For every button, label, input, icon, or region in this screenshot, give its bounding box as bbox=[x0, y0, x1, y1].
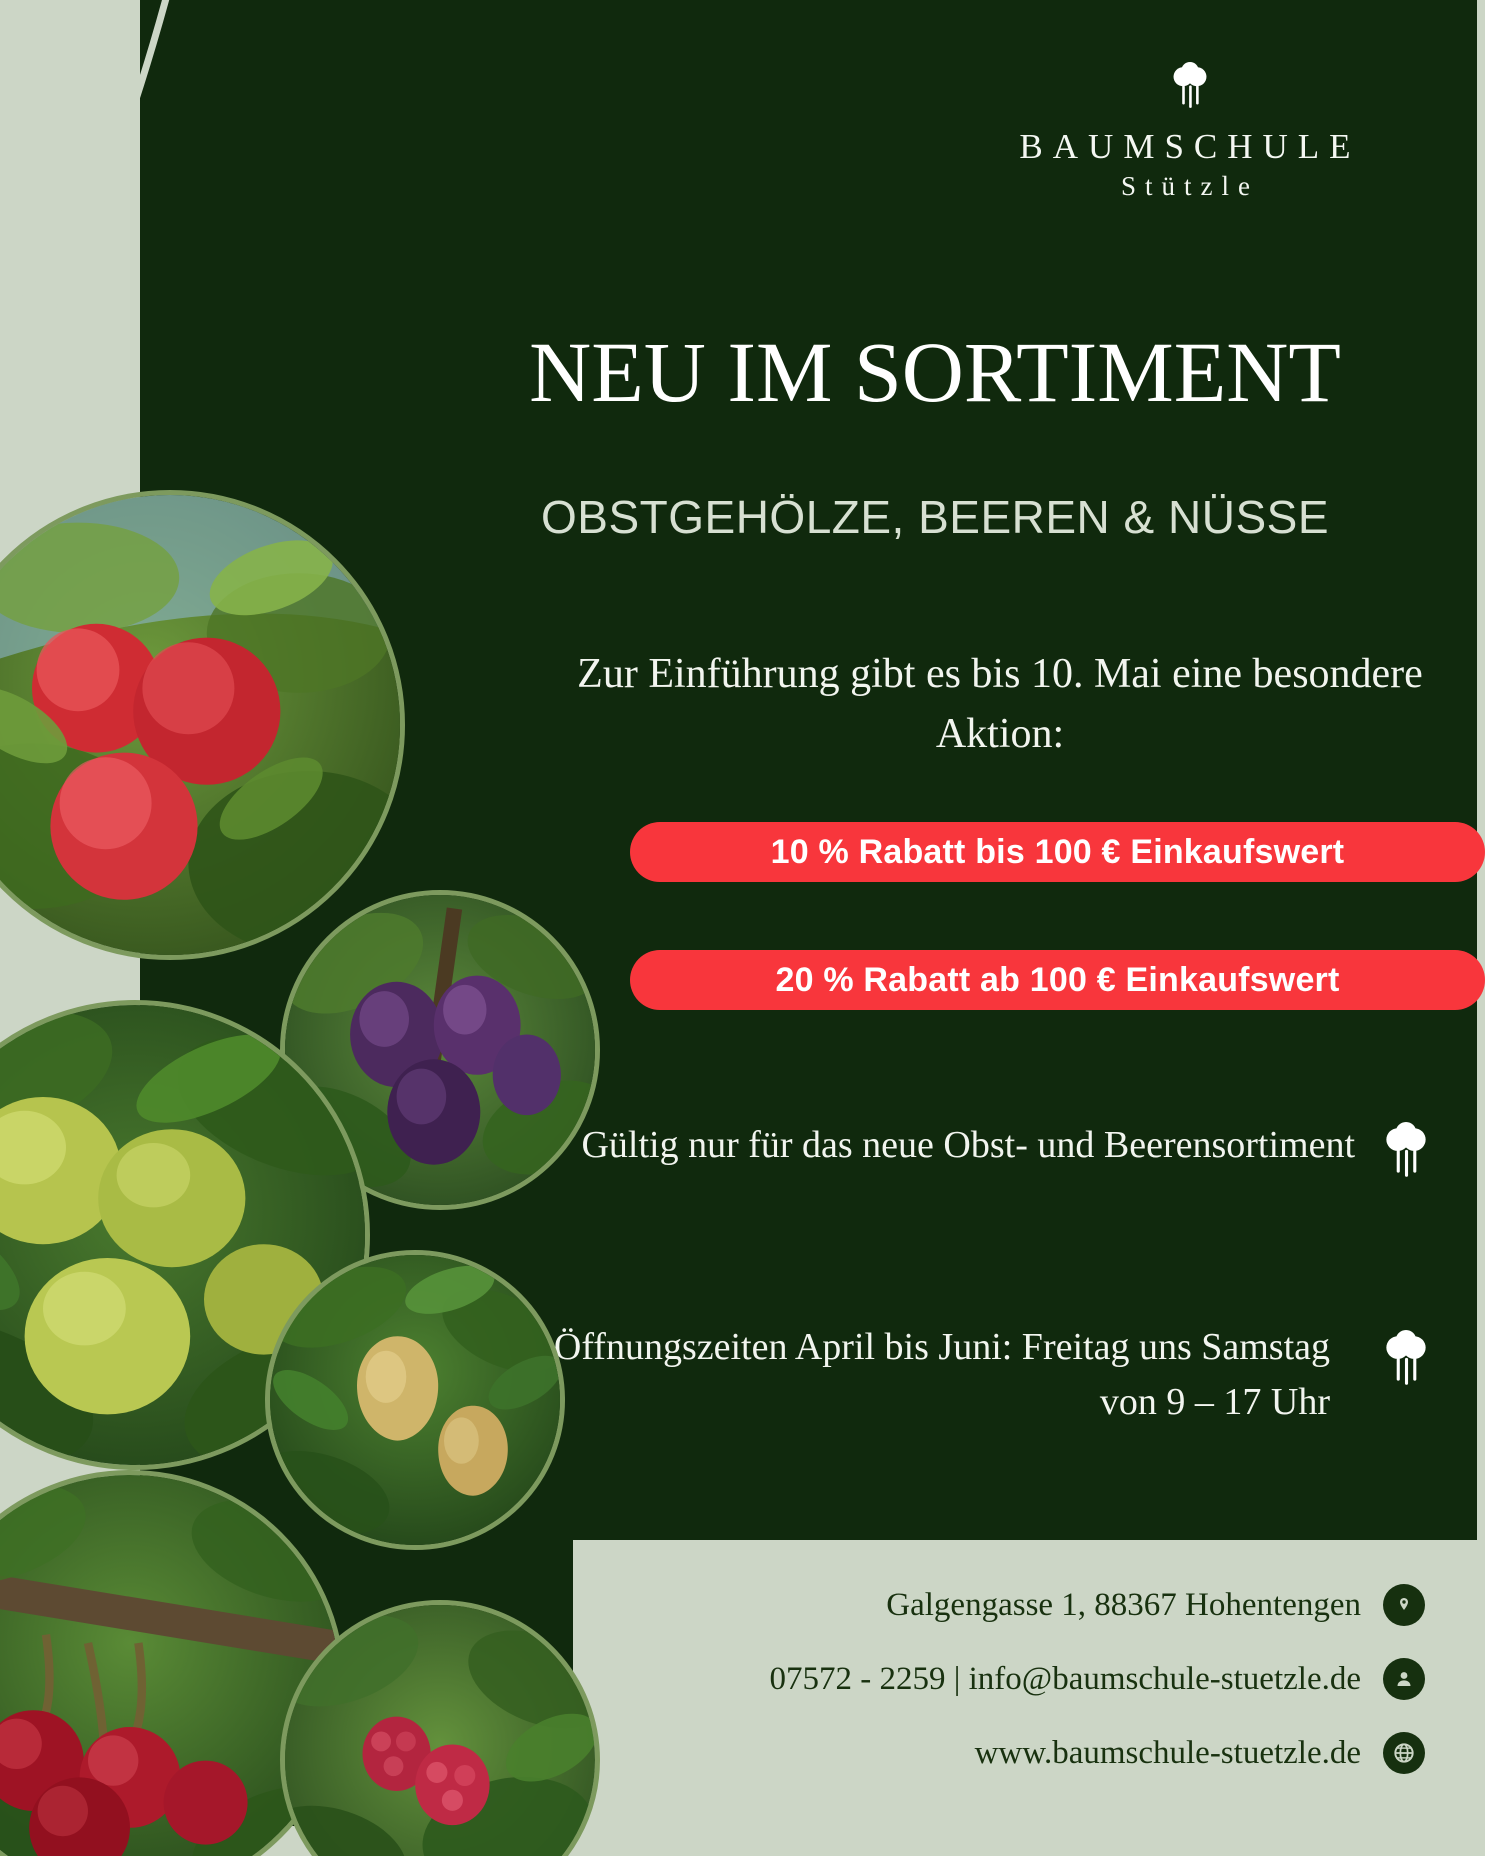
footer-website[interactable]: www.baumschule-stuetzle.de bbox=[974, 1734, 1361, 1771]
footer-address-row bbox=[886, 1584, 1425, 1626]
note-opening-hours: Öffnungszeiten April bis Juni: Freitag uns Samstag von 9 – 17 Uhr bbox=[553, 1326, 1330, 1424]
footer bbox=[573, 1540, 1485, 1826]
footer-address: Galgengasse 1, 88367 Hohentengen bbox=[886, 1586, 1361, 1623]
offer-badge-2: 20 % Rabatt ab 100 € Einkaufswert bbox=[630, 950, 1485, 1010]
tree-icon bbox=[1164, 62, 1216, 114]
note-validity: Gültig nur für das neue Obst- und Beerensortiment bbox=[581, 1124, 1355, 1166]
person-icon bbox=[1383, 1658, 1425, 1700]
offer-badge-1: 10 % Rabatt bis 100 € Einkaufswert bbox=[630, 822, 1485, 882]
footer-website-row[interactable] bbox=[975, 1732, 1425, 1774]
footer-contact[interactable]: 07572 - 2259 | info@baumschule-stuetzle.de bbox=[769, 1660, 1361, 1697]
brand-name: BAUMSCHULE bbox=[1019, 127, 1361, 166]
page-title: NEU IM SORTIMENT bbox=[529, 324, 1341, 420]
pear-photo bbox=[265, 1250, 565, 1550]
brand-logo bbox=[955, 62, 1425, 202]
globe-icon bbox=[1383, 1732, 1425, 1774]
location-pin-icon bbox=[1383, 1584, 1425, 1626]
tree-icon bbox=[1375, 1330, 1437, 1392]
footer-contact-row[interactable] bbox=[770, 1658, 1425, 1700]
tree-icon bbox=[1375, 1122, 1437, 1184]
brand-subname: Stützle bbox=[1121, 171, 1259, 201]
page-subtitle: OBSTGEHÖLZE, BEEREN & NÜSSE bbox=[540, 491, 1330, 543]
intro-text: Zur Einführung gibt es bis 10. Mai eine besondere Aktion: bbox=[577, 651, 1423, 757]
